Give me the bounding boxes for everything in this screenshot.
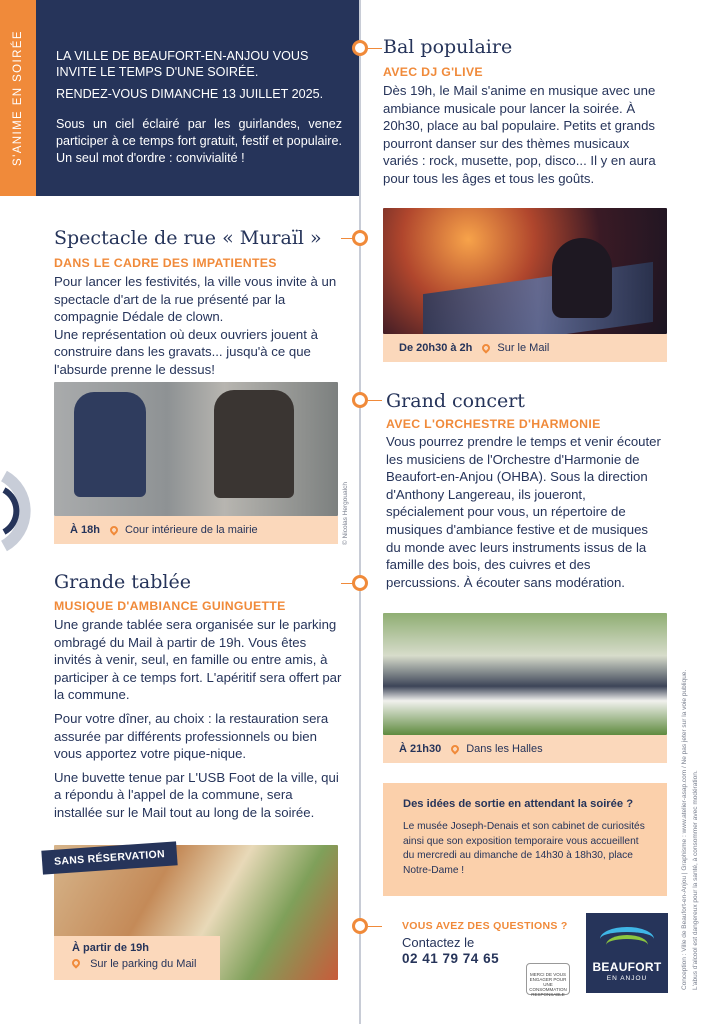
timeline-dot-contact: [352, 918, 368, 934]
reservation-badge: SANS RÉSERVATION: [41, 841, 177, 874]
timeline-dot-tablee: [352, 575, 368, 591]
wave-icon: [606, 935, 648, 955]
concert-text: [386, 433, 664, 591]
tablee-text-1: Une grande tablée sera organisée sur le parking ombragé du Mail à partir de 19h. Vous êtes invités à venir, seul, en famille ou entre amis, à participer à ce temps fort. L'apéritif sera offert par la commune.: [54, 617, 342, 703]
contact-title: VOUS AVEZ DES QUESTIONS ?: [402, 920, 568, 932]
spectacle-text-2: Une représentation où deux ouvriers jouent à construire dans les gravats... jusqu'à ce que l'absurde prenne le dessus!: [54, 326, 318, 377]
concert-text-p: Vous pourrez prendre le temps et venir écouter les musiciens de l'Orchestre d'Harmonie de Beaufort-en-Anjou (OHBA). Sous la direction d'Anthony Langereau, ils joueront, spécialement pour vous, un répertoire de musiques d'ambiance festive et de musiques du monde avec leurs instruments issus de la famille des bois, des cuivres et des percussions. À écouter sans modération.: [386, 434, 661, 590]
contact-label: Contactez le: [402, 935, 475, 950]
intro-line-2: RENDEZ-VOUS DIMANCHE 13 JUILLET 2025.: [56, 87, 324, 101]
location-pin-icon: [450, 743, 461, 754]
location-pin-icon: [108, 524, 119, 535]
concert-time: À 21h30: [399, 743, 442, 755]
concert-title: Grand concert: [386, 390, 525, 412]
tip-box: [383, 783, 667, 896]
photo-credit: © Nicolas Hergoualch: [342, 482, 349, 545]
location-pin-icon: [70, 957, 81, 968]
tablee-title: Grande tablée: [54, 571, 191, 593]
tablee-text: [54, 616, 344, 822]
tablee-place-row: [72, 958, 220, 970]
beaufort-logo: [586, 913, 668, 993]
tablee-time: À partir de 19h: [72, 942, 150, 954]
logo-name: BEAUFORT: [592, 960, 662, 974]
intro-block: [36, 0, 360, 196]
dj-photo: [383, 208, 667, 334]
tip-title: Des idées de sortie en attendant la soirée ?: [403, 798, 634, 810]
concert-subtitle: AVEC L'ORCHESTRE D'HARMONIE: [386, 417, 601, 431]
spectacle-text: [54, 273, 344, 379]
orchestra-photo: [383, 613, 667, 735]
concert-info-bar: [383, 735, 667, 763]
bal-info-bar: [383, 334, 667, 362]
tablee-subtitle: MUSIQUE D'AMBIANCE GUINGUETTE: [54, 599, 286, 613]
tip-text: Le musée Joseph-Denais et son cabinet de curiosités ainsi que son exposition temporaire vous accueillent du mercredi au dimanche de 14h30 à 18h30, place Notre-Dame !: [403, 821, 645, 876]
timeline-dot-spectacle: [352, 230, 368, 246]
bal-text: [383, 82, 667, 188]
contact-phone[interactable]: 02 41 79 74 65: [402, 951, 500, 966]
sidebar-tab: [0, 0, 36, 196]
intro-line-1: LA VILLE DE BEAUFORT-EN-ANJOU VOUS INVITE LE TEMPS D'UNE SOIRÉE.: [56, 49, 309, 79]
ring-icon: [0, 468, 44, 554]
spectacle-info-bar: [54, 516, 338, 544]
spectacle-photo: [54, 382, 338, 516]
timeline-dot-bal: [352, 40, 368, 56]
responsible-drinking-logo: MERCI DE VOUS ENGAGER POUR UNE CONSOMMATION RESPONSABLE: [526, 963, 570, 995]
location-pin-icon: [481, 342, 492, 353]
spectacle-place: Cour intérieure de la mairie: [124, 524, 258, 536]
tablee-info-box: [54, 936, 220, 980]
logo-sub: EN ANJOU: [606, 975, 648, 982]
spectacle-subtitle: DANS LE CADRE DES IMPATIENTES: [54, 256, 277, 270]
spectacle-time: À 18h: [70, 524, 100, 536]
timeline-line: [359, 0, 361, 1024]
bal-title: Bal populaire: [383, 36, 513, 58]
timeline-dot-concert: [352, 392, 368, 408]
bal-place: Sur le Mail: [497, 342, 550, 354]
spectacle-text-1: Pour lancer les festivités, la ville vous invite à un spectacle d'art de la rue présenté par la compagnie Dédale de clown.: [54, 274, 337, 325]
sidebar-label: S'ANIME EN SOIRÉE: [12, 30, 24, 166]
tablee-text-3: Une buvette tenue par L'USB Foot de la ville, qui a répondu à l'appel de la commune, sera installée sur le Mail tout au long de la soirée.: [54, 769, 339, 820]
tablee-text-2: Pour votre dîner, au choix : la restauration sera assurée par différents professionnels ou bien vous apportez votre pique-nique.: [54, 710, 329, 762]
footer-credit-2: L'abus d'alcool est dangereux pour la santé, à consommer avec modération.: [692, 770, 699, 990]
intro-text: Sous un ciel éclairé par les guirlandes, venez participer à ce temps fort gratuit, festif et populaire. Un seul mot d'ordre : convivialité !: [56, 117, 342, 165]
concert-place: Dans les Halles: [466, 743, 543, 755]
bal-text-p: Dès 19h, le Mail s'anime en musique avec une ambiance musicale pour lancer la soirée. À 20h30, place au bal populaire. Petits et grands pourront danser sur des thèmes musicaux variés : rock, musette, pop, disco... Il y en aura pour tous les âges et tous les goûts.: [383, 83, 656, 186]
tablee-place: Sur le parking du Mail: [90, 958, 197, 970]
spectacle-title: Spectacle de rue « Muraïl »: [54, 227, 322, 249]
bal-subtitle: AVEC DJ G'LIVE: [383, 65, 483, 79]
bal-time: De 20h30 à 2h: [399, 342, 473, 354]
footer-credit-1: Conception : Ville de Beaufort-en-Anjou | Graphisme : www.atelier-asap.com / Ne pas jeter sur la voie publique.: [681, 669, 688, 990]
